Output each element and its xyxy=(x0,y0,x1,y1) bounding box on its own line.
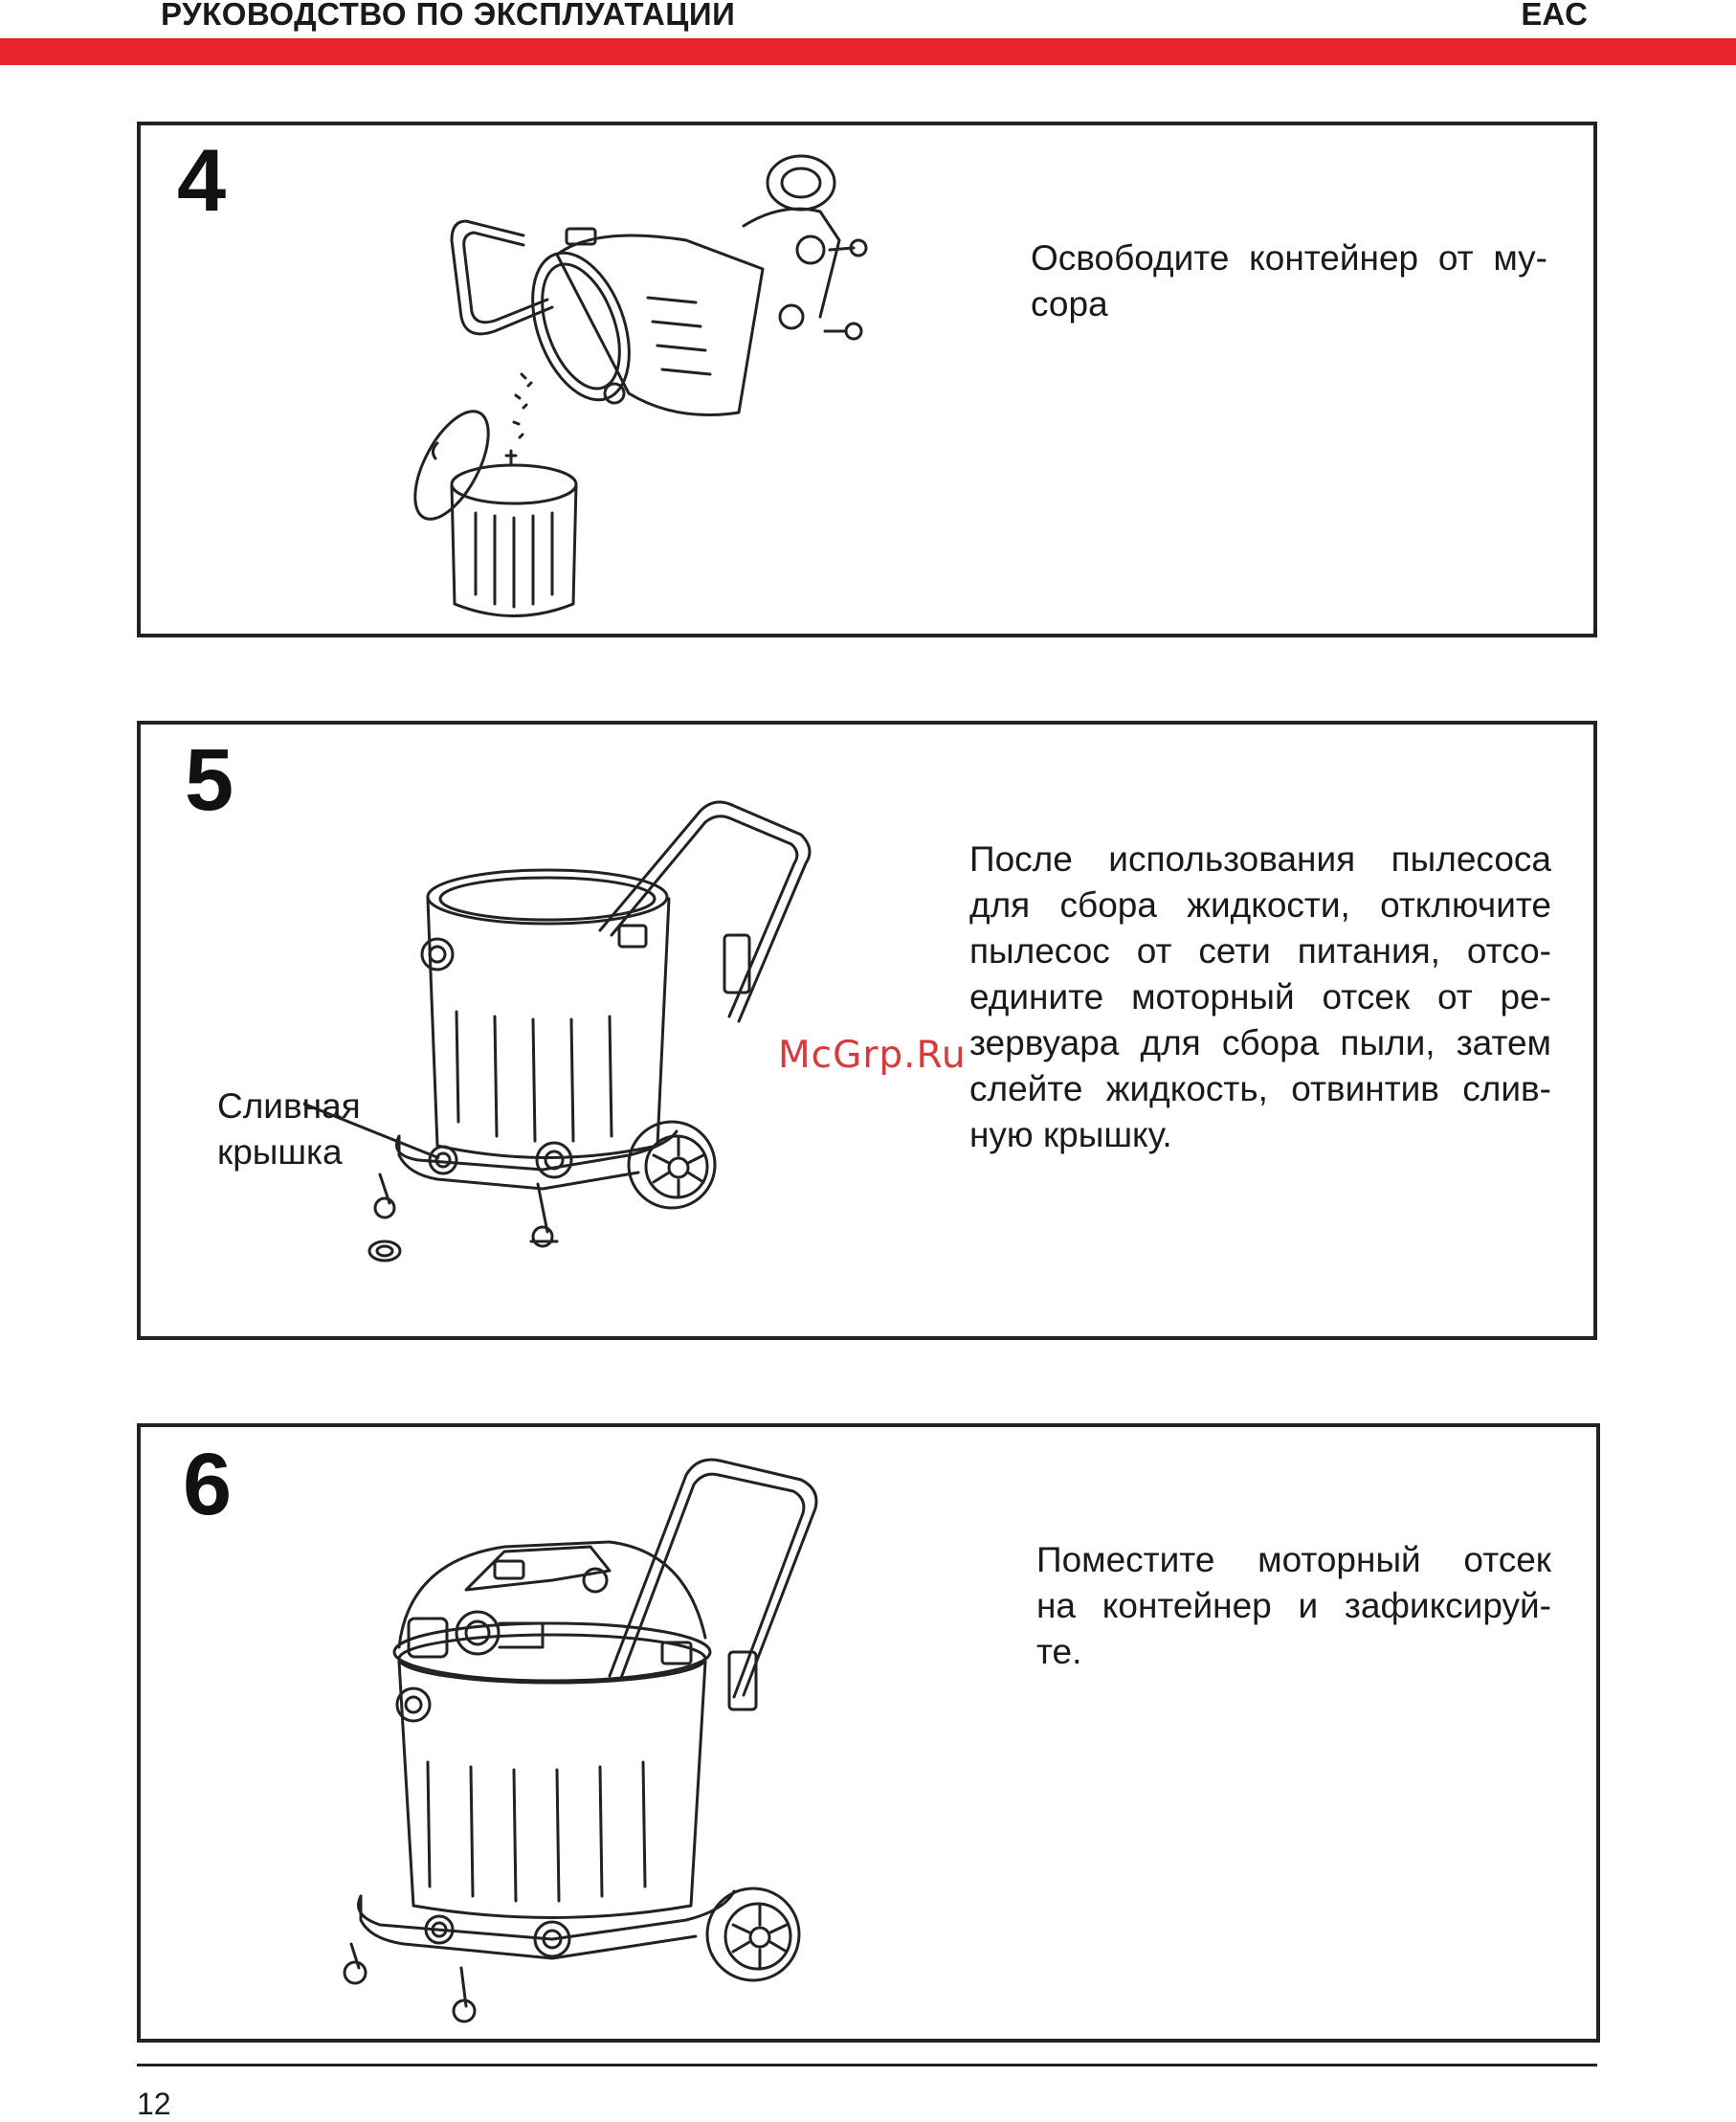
instruction-line: для сбора жидкости, отключите xyxy=(969,885,1551,925)
step-5-instruction xyxy=(969,837,1551,1158)
instruction-line: зервуара для сбора пыли, затем xyxy=(969,1023,1551,1062)
header-red-bar xyxy=(0,38,1736,65)
step-6-panel xyxy=(137,1423,1600,2043)
drain-cap-callout xyxy=(217,1083,361,1175)
step-number: 4 xyxy=(177,132,227,230)
step-4-panel xyxy=(137,122,1597,637)
instruction-line: едините моторный отсек от ре- xyxy=(969,977,1551,1016)
callout-line: крышка xyxy=(217,1132,343,1172)
step-number: 5 xyxy=(185,731,234,829)
instruction-line: пылесос от сети питания, отсо- xyxy=(969,931,1551,971)
instruction-line: те. xyxy=(1036,1632,1082,1671)
motor-unit-reassembly-illustration xyxy=(323,1446,916,2030)
eac-mark: EAC xyxy=(1521,0,1588,32)
footer-rule xyxy=(137,2064,1597,2066)
instruction-line: сора xyxy=(1031,284,1108,324)
instruction-line: Поместите моторный отсек xyxy=(1036,1540,1551,1579)
site-watermark: McGrp.Ru xyxy=(778,1034,967,1077)
page-number: 12 xyxy=(137,2087,171,2121)
instruction-line: ную крышку. xyxy=(969,1115,1172,1154)
callout-line: Сливная xyxy=(217,1086,361,1126)
emptying-container-illustration xyxy=(361,135,983,628)
step-6-instruction xyxy=(1036,1537,1551,1675)
instruction-line: После использования пылесоса xyxy=(969,839,1551,879)
instruction-line: на контейнер и зафиксируй- xyxy=(1036,1586,1551,1625)
document-title: РУКОВОДСТВО ПО ЭКСПЛУАТАЦИИ xyxy=(161,0,736,32)
step-number: 6 xyxy=(183,1436,233,1533)
instruction-line: слейте жидкость, отвинтив слив- xyxy=(969,1069,1551,1108)
step-5-panel xyxy=(137,721,1597,1340)
instruction-line: Освободите контейнер от му- xyxy=(1031,238,1547,278)
step-4-instruction xyxy=(1031,235,1547,327)
